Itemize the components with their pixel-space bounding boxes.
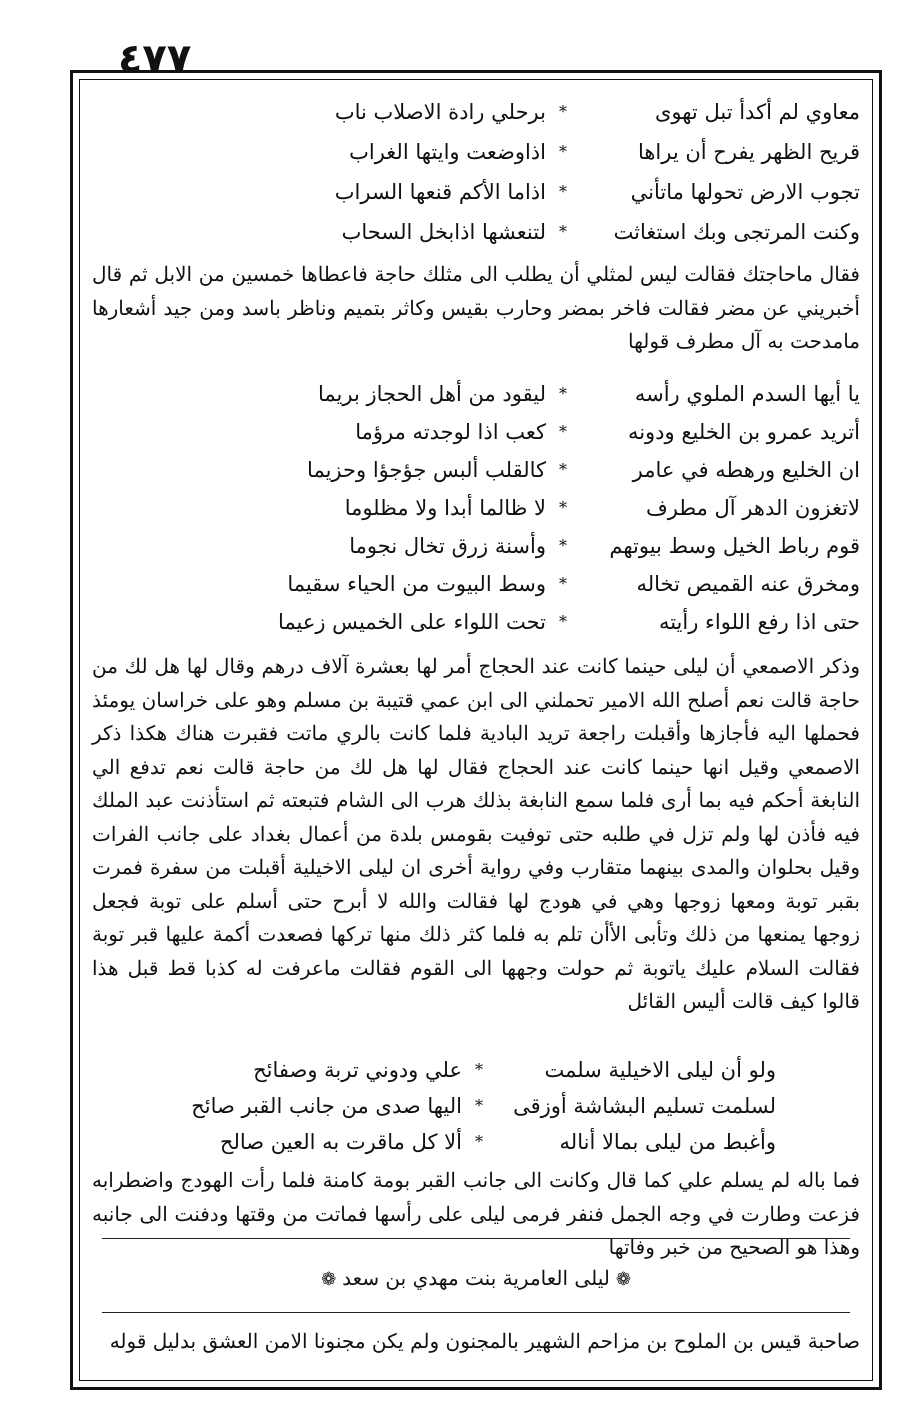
verse-separator: *	[475, 1060, 483, 1079]
verse-hemistich-first: وكنت المرتجى وبك استغاثت	[613, 220, 860, 244]
verse-hemistich-second: علي ودوني تربة وصفائح	[253, 1058, 462, 1082]
verse-hemistich-first: أتريد عمرو بن الخليع ودونه	[627, 420, 860, 444]
verse-row	[176, 1052, 776, 1088]
verse-row	[260, 376, 860, 412]
verse-separator: *	[559, 222, 567, 241]
verse-hemistich-first: ان الخليع ورهطه في عامر	[632, 458, 860, 482]
verse-separator: *	[559, 612, 567, 631]
verse-hemistich-first: ولو أن ليلى الاخيلية سلمت	[544, 1058, 776, 1082]
verse-separator: *	[559, 574, 567, 593]
verse-hemistich-first: لسلمت تسليم البشاشة أوزقى	[513, 1094, 776, 1118]
verse-hemistich-second: اذاما الأكم قنعها السراب	[334, 180, 546, 204]
page-number: ٤٧٧	[118, 36, 192, 82]
verse-hemistich-first: معاوي لم أكدأ تبل تهوى	[654, 100, 860, 124]
verse-separator: *	[559, 460, 567, 479]
section-heading	[92, 1260, 860, 1298]
verse-hemistich-second: برحلي رادة الاصلاب ناب	[334, 100, 546, 124]
verse-hemistich-second: لتنعشها اذابخل السحاب	[341, 220, 546, 244]
paragraph-text: فما باله لم يسلم علي كما قال وكانت الى جانب القبر بومة كامنة فلما رأت الهودج واضطرابه فزعت وطارت في وجه الجمل فنفر فرمى ليلى على رأسها فماتت من وقتها ودفنت الى جانبه وهذا هو الصحيح من خبر وفاتها	[92, 1168, 860, 1259]
verse-separator: *	[559, 498, 567, 517]
verse-hemistich-first: يا أيها السدم الملوي رأسه	[634, 382, 860, 406]
prose-paragraph-2	[92, 650, 860, 1052]
verse-hemistich-second: اذاوضعت وايتها الغراب	[349, 140, 546, 164]
verse-hemistich-first: قريح الظهر يفرح أن يراها	[637, 140, 860, 164]
verse-separator: *	[559, 182, 567, 201]
verse-hemistich-second: كالقلب ألبس جؤجؤا وحزيما	[307, 458, 546, 482]
verse-row	[260, 566, 860, 602]
verse-hemistich-second: لا ظالما أبدا ولا مظلوما	[344, 496, 546, 520]
section-divider-top	[102, 1238, 850, 1239]
verse-row	[260, 528, 860, 564]
section-divider-bottom	[102, 1312, 850, 1313]
verse-separator: *	[559, 384, 567, 403]
verse-hemistich-second: وسط البيوت من الحياء سقيما	[287, 572, 546, 596]
verse-hemistich-second: ليقود من أهل الحجاز بريما	[317, 382, 546, 406]
verse-hemistich-second: اليها صدى من جانب القبر صائح	[191, 1094, 462, 1118]
verse-separator: *	[559, 422, 567, 441]
verse-hemistich-second: ألا كل ماقرت به العين صالح	[219, 1130, 462, 1154]
verse-row	[260, 452, 860, 488]
verse-separator: *	[475, 1132, 483, 1151]
section-heading-text: ليلى العامرية بنت مهدي بن سعد	[342, 1266, 610, 1290]
verse-row	[176, 1088, 776, 1124]
verse-separator: *	[559, 102, 567, 121]
ornament-icon: ❁	[615, 1269, 631, 1290]
verse-hemistich-first: تجوب الارض تحولها ماتأني	[630, 180, 860, 204]
section-first-line: صاحبة قيس بن الملوح بن مزاحم الشهير بالمجنون ولم يكن مجنونا الامن العشق بدليل قوله	[109, 1329, 860, 1353]
verse-hemistich-first: حتى اذا رفع اللواء رأيته	[658, 610, 860, 634]
verse-hemistich-first: وأغبط من ليلى بمالا أناله	[559, 1130, 776, 1154]
verse-separator: *	[559, 142, 567, 161]
verse-row	[260, 414, 860, 450]
verse-hemistich-first: لاتغزون الدهر آل مطرف	[646, 496, 860, 520]
verse-hemistich-second: تحت اللواء على الخميس زعيما	[277, 610, 546, 634]
verse-hemistich-first: ومخرق عنه القميص تخاله	[636, 572, 860, 596]
prose-paragraph-1	[92, 258, 860, 360]
verse-row	[260, 174, 860, 210]
verse-hemistich-second: كعب اذا لوجدته مرؤما	[355, 420, 546, 444]
verse-row	[260, 604, 860, 640]
verse-separator: *	[475, 1096, 483, 1115]
verse-row	[260, 214, 860, 250]
verse-row	[260, 94, 860, 130]
paragraph-text: وذكر الاصمعي أن ليلى حينما كانت عند الحجاج أمر لها بعشرة آلاف درهم وقال لها هل لك من حاجة قالت نعم أصلح الله الامير تحملني الى ابن عمي قتيبة بن مسلم وهو على خراسان يومئذ فحملها اليه فأجازها وأقبلت راجعة تريد البادية فلما كانت بالري ماتت فقبرت هناك هكذا ذكر الاصمعي وقيل انها حينما كانت عند الحجاج فقال لها هل لك من حاجة قالت نعم تدفع الي النابغة أحكم فيه بما أرى فلما سمع النابغة بذلك هرب الى الشام فتبعته ثم استأذنت عبد الملك فيه فأذن لها ولم تزل في طلبه حتى توفيت بقومس بلدة من أعمال بغداد على جانب الفرات وقيل بحلوان والمدى بينهما متقارب وفي رواية أخرى ان ليلى الاخيلية أقبلت من سفرة فمرت بقبر توبة ومعها زوجها وهي في هودج لها فقالت والله لا أبرح حتى أسلم على توبة فجعل زوجها يمنعها من ذلك وتأبى الأأن تلم به فلما كثر ذلك منها تركها فصعدت أكمة عليها قبر توبة فقالت السلام عليك ياتوبة ثم حولت وجهها الى القوم فقالت ماعرفت له كذبا قط قبل هذا قالوا كيف قالت أليس القائل	[92, 654, 860, 1013]
verse-hemistich-first: قوم رباط الخيل وسط بيوتهم	[609, 534, 860, 558]
verse-row	[260, 490, 860, 526]
verse-hemistich-second: وأسنة زرق تخال نجوما	[349, 534, 546, 558]
verse-row	[176, 1124, 776, 1160]
verse-separator: *	[559, 536, 567, 555]
verse-row	[260, 134, 860, 170]
ornament-icon: ❁	[321, 1269, 337, 1290]
prose-paragraph-3	[92, 1164, 860, 1259]
paragraph-text: فقال ماحاجتك فقالت ليس لمثلي أن يطلب الى مثلك حاجة فاعطاها خمسين من الابل ثم قال أخبريني عن مضر فقالت فاخر بمضر وحارب بقيس وكاثر بتميم وناظر باسد ومن جيد أشعارها مامدحت به آل مطرف قولها	[92, 262, 860, 353]
